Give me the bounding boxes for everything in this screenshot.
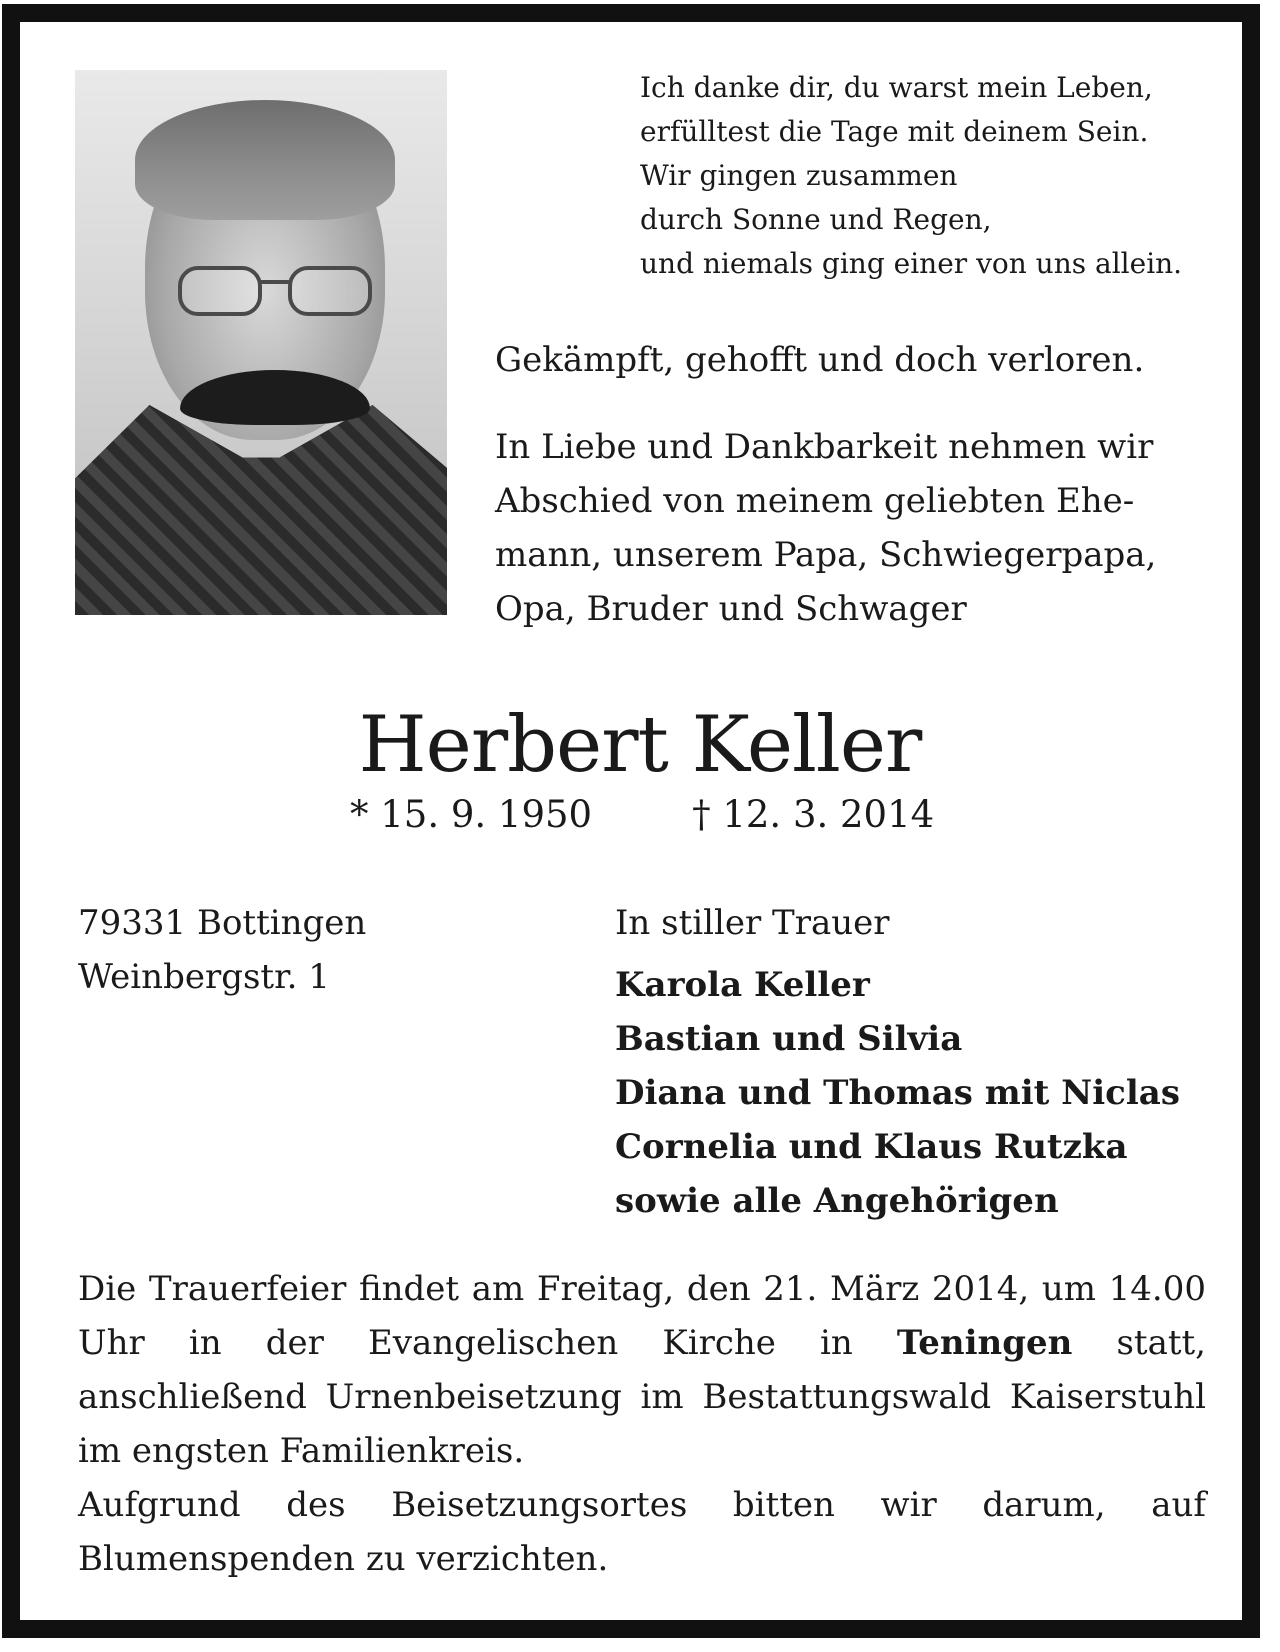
service-text-start: Die Trauerfeier findet am Freitag, den 21. März 2014, um 14.00 Uhr in der Evangelischen Kirche in xyxy=(78,1269,1206,1363)
service-place: Teningen xyxy=(896,1323,1073,1363)
family-member: Karola Keller xyxy=(615,965,870,1005)
family-member: Bastian und Silvia xyxy=(615,1019,963,1059)
birth-date: * 15. 9. 1950 xyxy=(350,793,593,836)
mourning-label: In stiller Trauer xyxy=(615,903,890,943)
deceased-name: Herbert Keller xyxy=(358,700,922,790)
intro-text: In Liebe und Dankbarkeit nehmen wir Abschied von meinem geliebten Ehe- mann, unserem Papa, Schwiegerpapa, Opa, Bruder und Schwager xyxy=(495,427,1157,629)
family-member: Cornelia und Klaus Rutzka xyxy=(615,1127,1128,1167)
family-address: 79331 Bottingen Weinbergstr. 1 xyxy=(78,903,367,997)
family-member: Diana und Thomas mit Niclas xyxy=(615,1073,1180,1113)
family-member: sowie alle Angehörigen xyxy=(615,1181,1059,1221)
death-date: † 12. 3. 2014 xyxy=(692,793,935,836)
flower-note: Aufgrund des Beisetzungsortes bitten wir darum, auf Blumenspenden zu verzichten. xyxy=(78,1485,1206,1579)
service-text-end: statt, anschließend Urnenbeisetzung im Bestattungswald Kaiserstuhl im engsten Familienkreis. xyxy=(78,1323,1206,1471)
portrait-glasses xyxy=(175,260,375,320)
portrait-photo xyxy=(75,70,447,615)
headline-text: Gekämpft, gehofft und doch verloren. xyxy=(495,340,1145,380)
portrait-hair xyxy=(135,100,395,220)
service-announcement xyxy=(78,1262,1206,1586)
service-details xyxy=(78,1262,1206,1478)
life-dates xyxy=(350,790,934,840)
family-list xyxy=(615,958,1180,1228)
poem-text: Ich danke dir, du warst mein Leben, erfülltest die Tage mit deinem Sein. Wir gingen zusammen durch Sonne und Regen, und niemals ging einer von uns allein. xyxy=(640,71,1183,280)
